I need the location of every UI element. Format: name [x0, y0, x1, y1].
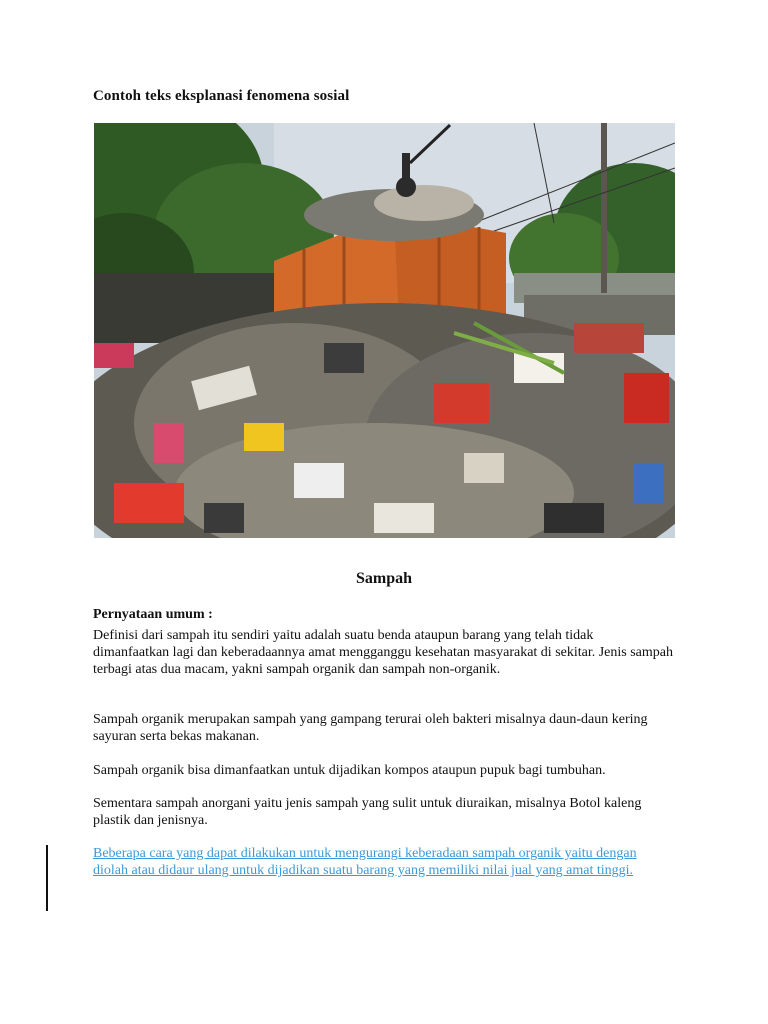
- paragraph-organic: Sampah organik merupakan sampah yang gampang terurai oleh bakteri misalnya daun-daun kering sayuran serta bekas makanan.: [93, 712, 648, 744]
- document-heading: Contoh teks eksplanasi fenomena sosial: [93, 88, 350, 104]
- paragraph-definition: Definisi dari sampah itu sendiri yaitu adalah suatu benda ataupun barang yang telah tidak dimanfaatkan lagi dan keberadaannya amat mengganggu kesehatan masyarakat di sekitar. Jenis sampah terbagi atas dua macam, yakni sampah organik dan sampah non-organik.: [93, 628, 674, 677]
- general-statement-label: Pernyataan umum :: [93, 607, 213, 622]
- paragraph-reduction-link[interactable]: Beberapa cara yang dapat dilakukan untuk mengurangi keberadaan sampah organik yaitu dengan diolah atau didaur ulang untuk dijadikan suatu barang yang memiliki nilai jual yang amat tinggi.: [93, 846, 637, 878]
- garbage-dump-photo: [94, 123, 675, 538]
- revision-bar: [46, 845, 48, 911]
- paragraph-inorganic: Sementara sampah anorgani yaitu jenis sampah yang sulit untuk diuraikan, misalnya Botol kaleng plastik dan jenisnya.: [93, 796, 642, 828]
- paragraph-compost: Sampah organik bisa dimanfaatkan untuk dijadikan kompos ataupun pupuk bagi tumbuhan.: [93, 763, 606, 778]
- section-title: Sampah: [355, 570, 413, 587]
